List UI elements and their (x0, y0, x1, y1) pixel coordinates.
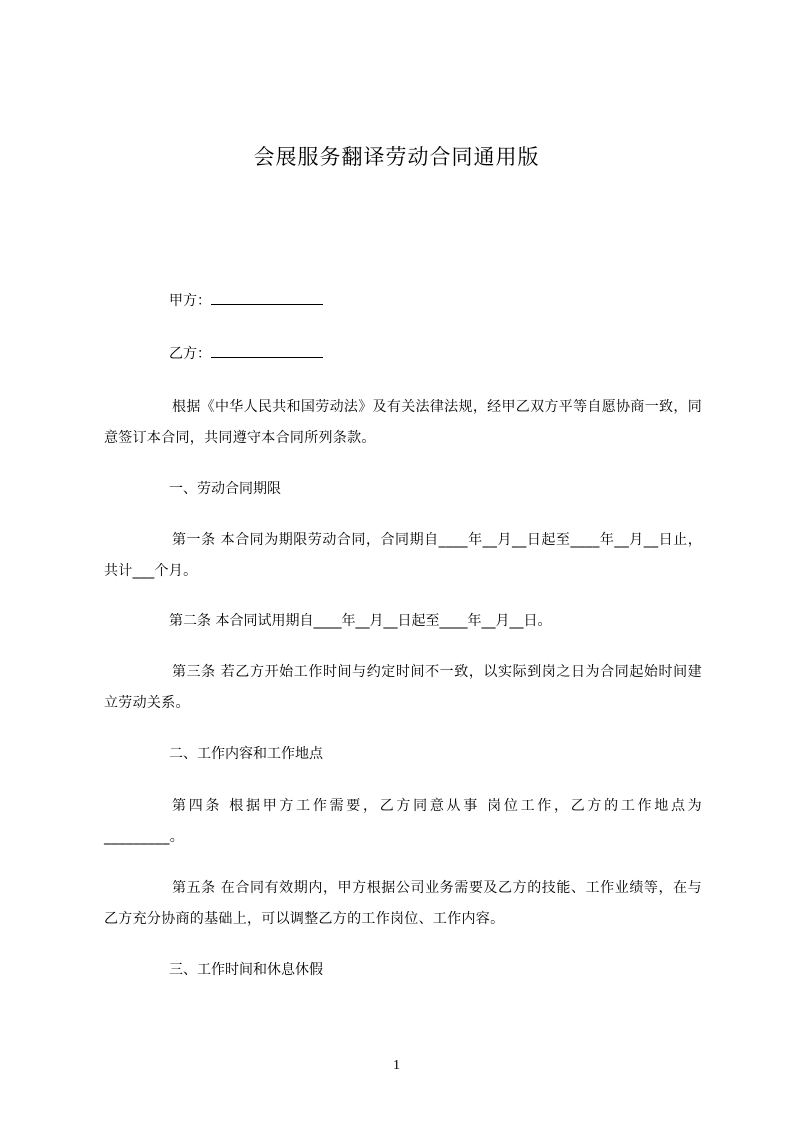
preamble-paragraph: 根据《中华人民共和国劳动法》及有关法律法规，经甲乙双方平等自愿协商一致，同意签订本合同，共同遵守本合同所列条款。 (104, 399, 702, 446)
article-5: 第五条 在合同有效期内，甲方根据公司业务需要及乙方的技能、工作业绩等，在与乙方充分协商的基础上，可以调整乙方的工作岗位、工作内容。 (104, 880, 702, 927)
party-a-line (169, 291, 323, 311)
party-b-line (169, 344, 323, 364)
article-4: 第四条 根据甲方工作需要，乙方同意从事 岗位工作，乙方的工作地点为_________。 (104, 798, 702, 845)
party-b-label: 乙方： (169, 346, 211, 362)
page-number: 1 (393, 1058, 400, 1073)
party-a-blank[interactable] (211, 292, 323, 305)
section-3-heading: 三、工作时间和休息休假 (169, 962, 323, 978)
section-2-heading: 二、工作内容和工作地点 (169, 746, 323, 762)
section-1-heading: 一、劳动合同期限 (169, 481, 281, 497)
article-1: 第一条 本合同为期限劳动合同，合同期自____年__月__日起至____年__月__日止，共计___个月。 (104, 532, 702, 579)
party-a-label: 甲方： (169, 293, 211, 309)
article-2: 第二条 本合同试用期自____年__月__日起至____年__月__日。 (169, 613, 552, 629)
document-title: 会展服务翻译劳动合同通用版 (253, 145, 540, 169)
party-b-blank[interactable] (211, 345, 323, 358)
article-3: 第三条 若乙方开始工作时间与约定时间不一致，以实际到岗之日为合同起始时间建立劳动关系。 (104, 664, 702, 711)
